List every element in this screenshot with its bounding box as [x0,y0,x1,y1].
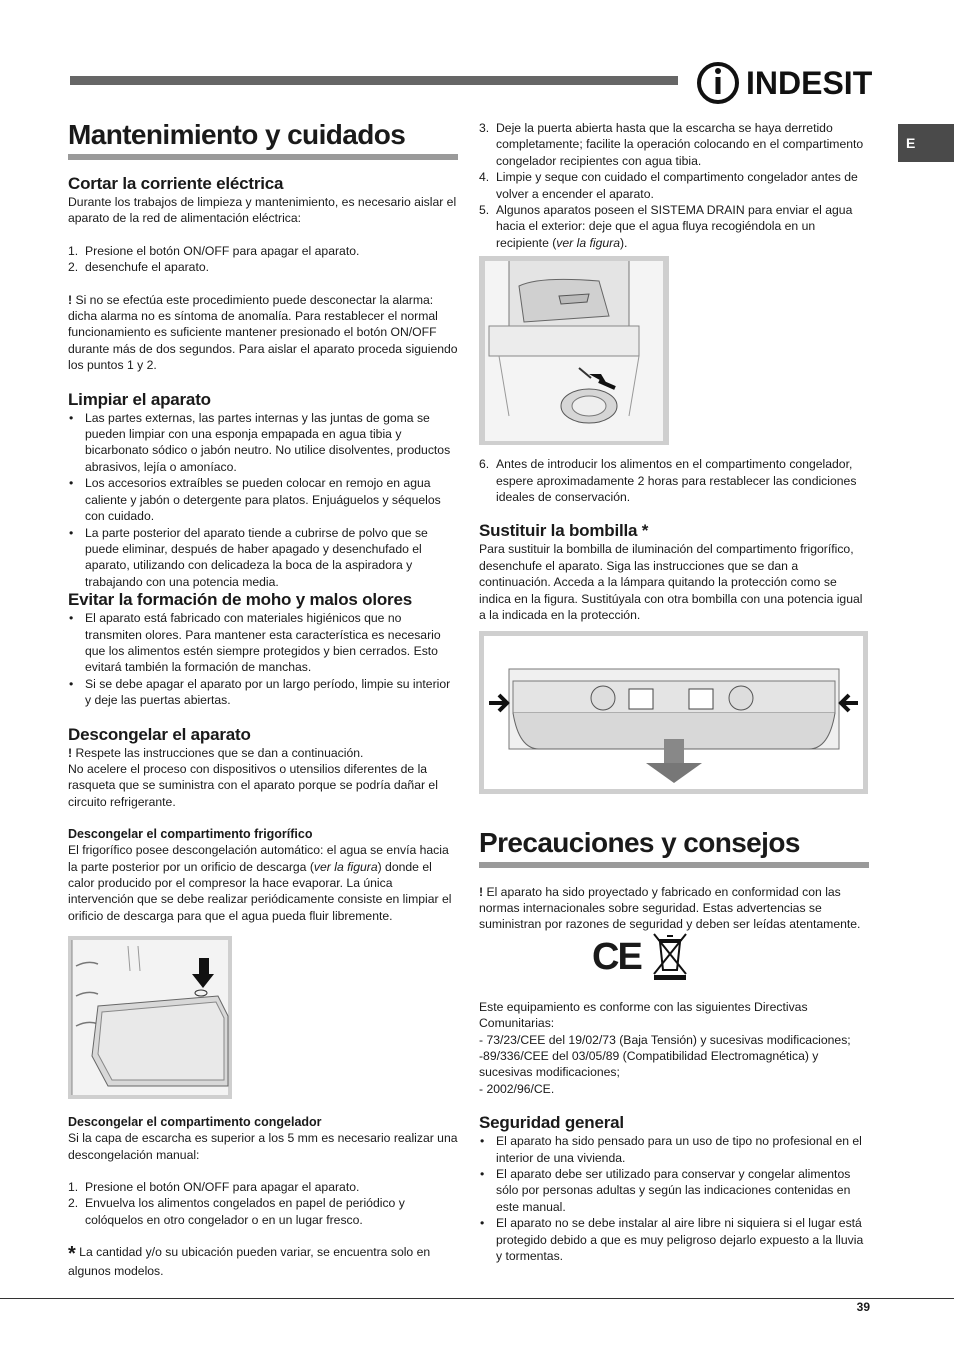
list-item: 5. Algunos aparatos poseen el SISTEMA DRAIN para enviar el agua hacia el exterior: deje que el agua fluya recogiéndola en un recipiente (ver la figura). [479,203,853,250]
freezer-step-6 [479,456,869,505]
ce-mark: CE [592,936,641,978]
bulb-text: Para sustituir la bombilla de iluminación del compartimento frigorífico, desenchufe el aparato. Siga las instrucciones que se dan a continuación. Acceda a la lámpara quitando la protección como se indica en la figura. Sustitúyala con otra bombilla con una potencia igual a la indicada en la protección. [479,542,863,623]
heading-general-safety: Seguridad general [479,1113,624,1133]
heading-mold: Evitar la formación de moho y malos olores [68,590,412,610]
list-item: • Si se debe apagar el aparato por un largo período, limpie su interior y deje las puertas abiertas. [68,676,458,709]
defrost-fridge-text: El frigorífico posee descongelación automático: el agua se envía hacia la parte posterior por un orificio de descarga (ver la figura) donde el calor producido por el compresor la hace evaporar. La única intervención que se debe realizar periódicamente consiste en limpiar el orificio de descarga para que el agua pueda fluir libremente. [68,843,452,923]
header-bar [70,76,678,85]
weee-bin-icon [650,930,690,980]
precautions-intro: ! El aparato ha sido proyectado y fabricado en conformidad con las normas internacionales sobre seguridad. Estas advertencias se suministran por razones de seguridad y deben ser leídas atentamente. [479,884,861,932]
indesit-i-icon [696,60,744,106]
brand-name: INDESIT [746,65,873,101]
cut-power-intro: Durante los trabajos de limpieza y mantenimiento, es necesario aislar el aparato de la red de alimentación eléctrica: [68,195,457,226]
list-item: 1. Presione el botón ON/OFF para apagar el aparato. [68,1180,360,1195]
list-item: • El aparato debe ser utilizado para conservar y congelar alimentos sólo por personas adultas y según las indicaciones contenidas en este manual. [479,1166,869,1215]
mold-list [68,610,458,708]
list-item: • El aparato no se debe instalar al aire libre ni siquiera si el lugar está protegido debido a que es muy peligroso dejarlo expuesto a la lluvia y tormentas. [479,1215,869,1264]
figure-fridge-drain [68,936,232,1099]
directive-line: - 73/23/CEE del 19/02/73 (Baja Tensión) y sucesivas modificaciones; [479,1032,851,1047]
list-item: 2. desenchufe el aparato. [68,260,209,275]
figure-drain-system [479,256,669,445]
defrost-freezer-intro: Si la capa de escarcha es superior a los 5 mm es necesario realizar una descongelación manual: [68,1131,458,1162]
list-item: 6. Antes de introducir los alimentos en el compartimento congelador, espere aproximadamente 2 horas para restablecer las condiciones ideales de conservación. [479,457,857,505]
heading-defrost-fridge: Descongelar el compartimento frigorífico [68,827,313,842]
list-item: • Los accesorios extraíbles se pueden colocar en remojo en agua caliente y jabón o detergente para platos. Enjuáguelos y séquelos con cuidado. [68,475,458,524]
cut-power-steps [68,243,458,276]
heading-defrost-freezer: Descongelar el compartimento congelador [68,1115,322,1130]
directive-line: - 2002/96/CE. [479,1081,555,1096]
footnote: * La cantidad y/o su ubicación pueden variar, se encuentra solo en algunos modelos. [68,1243,431,1278]
heading-defrost: Descongelar el aparato [68,724,251,744]
list-item: 1. Presione el botón ON/OFF para apagar el aparato. [68,243,360,258]
list-item: 4. Limpie y seque con cuidado el compartimento congelador antes de volver a encender el aparato. [479,170,858,201]
clean-list [68,410,458,590]
brand-logo [696,60,872,106]
heading-bulb: Sustituir la bombilla * [479,521,649,541]
list-item: • Las partes externas, las partes internas y las juntas de goma se pueden limpiar con una esponja empapada en agua tibia y bicarbonato sódico o jabón neutro. No utilice disolventes, productos abrasivos, lejía o amoníaco. [68,410,458,476]
defrost-freezer-steps [68,1179,458,1228]
left-column [68,118,458,1279]
list-item: • El aparato está fabricado con materiales higiénicos que no transmiten olores. Para mantener esta característica es necesario que los alimentos estén siempre protegidos y bien cerrados. Esto evitará también la formación de manchas. [68,610,458,676]
section-title-precautions: Precauciones y consejos [479,826,869,868]
list-item: 3. Deje la puerta abierta hasta que la escarcha se haya derretido completamente; facilite la operación colocando en el compartimento congelador recipientes con agua tibia. [479,121,864,168]
footer-rule [0,1298,954,1299]
alarm-note: ! Si no se efectúa este procedimiento puede desconectar la alarma: dicha alarma no es síntoma de anomalía. Para restablecer el normal funcionamiento es suficiente mantener presionado el botón ON/OFF durante más de dos segundos. Para aislar el aparato proceda siguiendo los puntos 1 y 2. [68,292,458,373]
safety-list [479,1133,869,1264]
heading-cut-power: Cortar la corriente eléctrica [68,174,284,193]
page-number: 39 [856,1300,870,1314]
directive-line: -89/336/CEE del 03/05/89 (Compatibilidad Electromagnética) y sucesivas modificaciones; [479,1048,819,1080]
language-tab: E [898,124,954,162]
heading-clean: Limpiar el aparato [68,389,211,409]
freezer-steps-cont [479,120,869,251]
defrost-note: ! Respete las instrucciones que se dan a continuación. [68,745,364,760]
ce-weee-marks [588,930,698,982]
list-item: 2. Envuelva los alimentos congelados en papel de periódico y colóquelos en otro congelador o en un lugar fresco. [68,1196,405,1227]
list-item: • El aparato ha sido pensado para un uso de tipo no profesional en el interior de una vivienda. [479,1133,869,1166]
defrost-para: No acelere el proceso con dispositivos o utensilios diferentes de la rasqueta que se suministra con el aparato porque se podría dañar el circuito refrigerante. [68,761,438,809]
figure-bulb-cover [479,631,868,794]
directive-line: Este equipamiento es conforme con las siguientes Directivas Comunitarias: [479,999,808,1031]
list-item: • La parte posterior del aparato tiende a cubrirse de polvo que se puede eliminar, después de haber apagado y desenchufado el aparato, utilizando con delicadeza la boca de la aspiradora y trabajando con una potencia media. [68,525,458,591]
section-title-maintenance: Mantenimiento y cuidados [68,118,458,160]
